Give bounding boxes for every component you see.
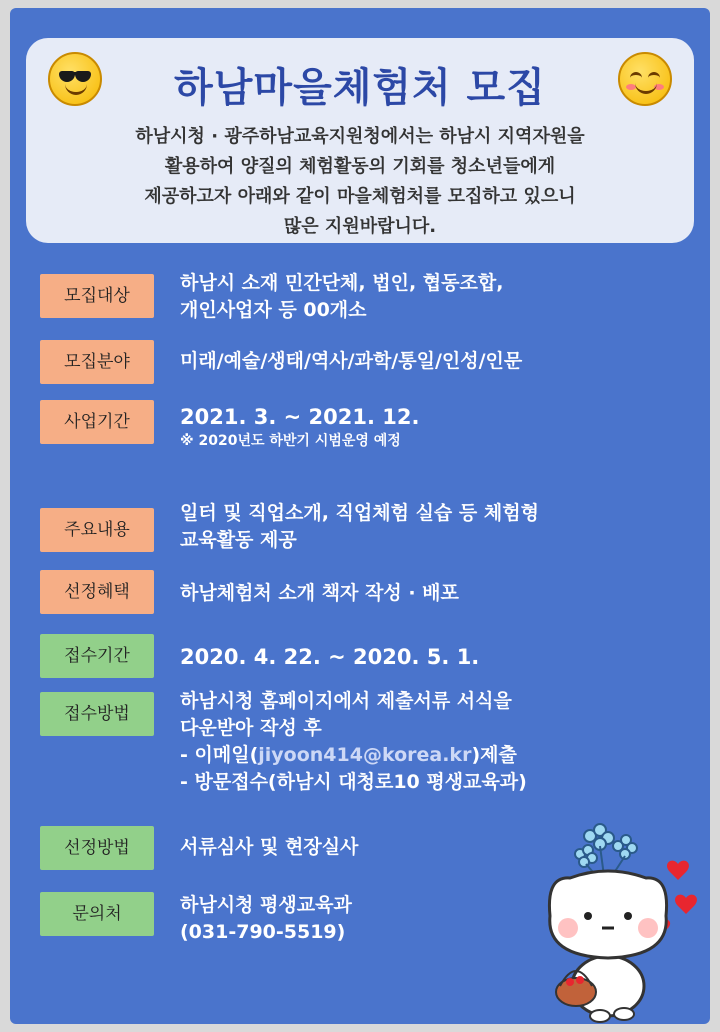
header-box <box>26 38 694 243</box>
label-selection-benefit: 선정혜택 <box>40 570 154 614</box>
label-contact: 문의처 <box>40 892 154 936</box>
content-line: 다운받아 작성 후 <box>180 717 322 739</box>
content-note: ※ 2020년도 하반기 시범운영 예정 <box>180 433 401 449</box>
content-line: 일터 및 직업소개, 직업체험 실습 등 체험형 <box>180 502 539 524</box>
content-project-period <box>180 404 419 451</box>
intro-line: 하남시청 · 광주하남교육지원청에서는 하남시 지역자원을 <box>135 126 585 147</box>
content-line: 교육활동 제공 <box>180 529 297 551</box>
content-recruit-field: 미래/예술/생태/역사/과학/통일/인성/인문 <box>180 350 523 372</box>
content-line: (031-790-5519) <box>180 921 346 943</box>
white-cat-mascot-with-flowers-icon <box>530 816 710 1026</box>
smiling-emoji-icon <box>618 52 672 106</box>
visit-line: - 방문접수(하남시 대청로10 평생교육과) <box>180 771 527 793</box>
label-selection-method: 선정방법 <box>40 826 154 870</box>
content-application-method <box>180 688 527 796</box>
content-recruit-target <box>180 270 503 324</box>
email-line <box>180 742 527 769</box>
page-title: 하남마을체험처 모집 <box>174 65 546 111</box>
label-project-period: 사업기간 <box>40 400 154 444</box>
label-recruit-field: 모집분야 <box>40 340 154 384</box>
content-line: 개인사업자 등 00개소 <box>180 299 367 321</box>
poster <box>10 8 710 1024</box>
email-prefix: - 이메일( <box>180 744 259 766</box>
intro-line: 제공하고자 아래와 같이 마을체험처를 모집하고 있으니 <box>144 186 576 207</box>
content-contact <box>180 892 352 946</box>
label-application-method: 접수방법 <box>40 692 154 736</box>
label-main-content: 주요내용 <box>40 508 154 552</box>
content-line: 하남시 소재 민간단체, 법인, 협동조합, <box>180 272 504 294</box>
content-application-period: 2020. 4. 22. ~ 2020. 5. 1. <box>180 645 480 669</box>
intro-line: 많은 지원바랍니다. <box>283 216 437 237</box>
email-link[interactable]: jiyoon414@korea.kr <box>258 744 472 766</box>
label-application-period: 접수기간 <box>40 634 154 678</box>
email-suffix: )제출 <box>471 744 517 766</box>
content-line: 하남시청 홈페이지에서 제출서류 서식을 <box>180 690 512 712</box>
content-main-content <box>180 500 539 554</box>
intro-line: 활용하여 양질의 체험활동의 기회를 청소년들에게 <box>164 156 556 177</box>
label-recruit-target: 모집대상 <box>40 274 154 318</box>
content-line: 하남시청 평생교육과 <box>180 894 352 916</box>
intro-text <box>26 122 694 242</box>
content-selection-benefit: 하남체험처 소개 책자 작성 · 배포 <box>180 582 459 604</box>
content-selection-method: 서류심사 및 현장실사 <box>180 836 359 858</box>
content-line: 2021. 3. ~ 2021. 12. <box>180 405 420 429</box>
